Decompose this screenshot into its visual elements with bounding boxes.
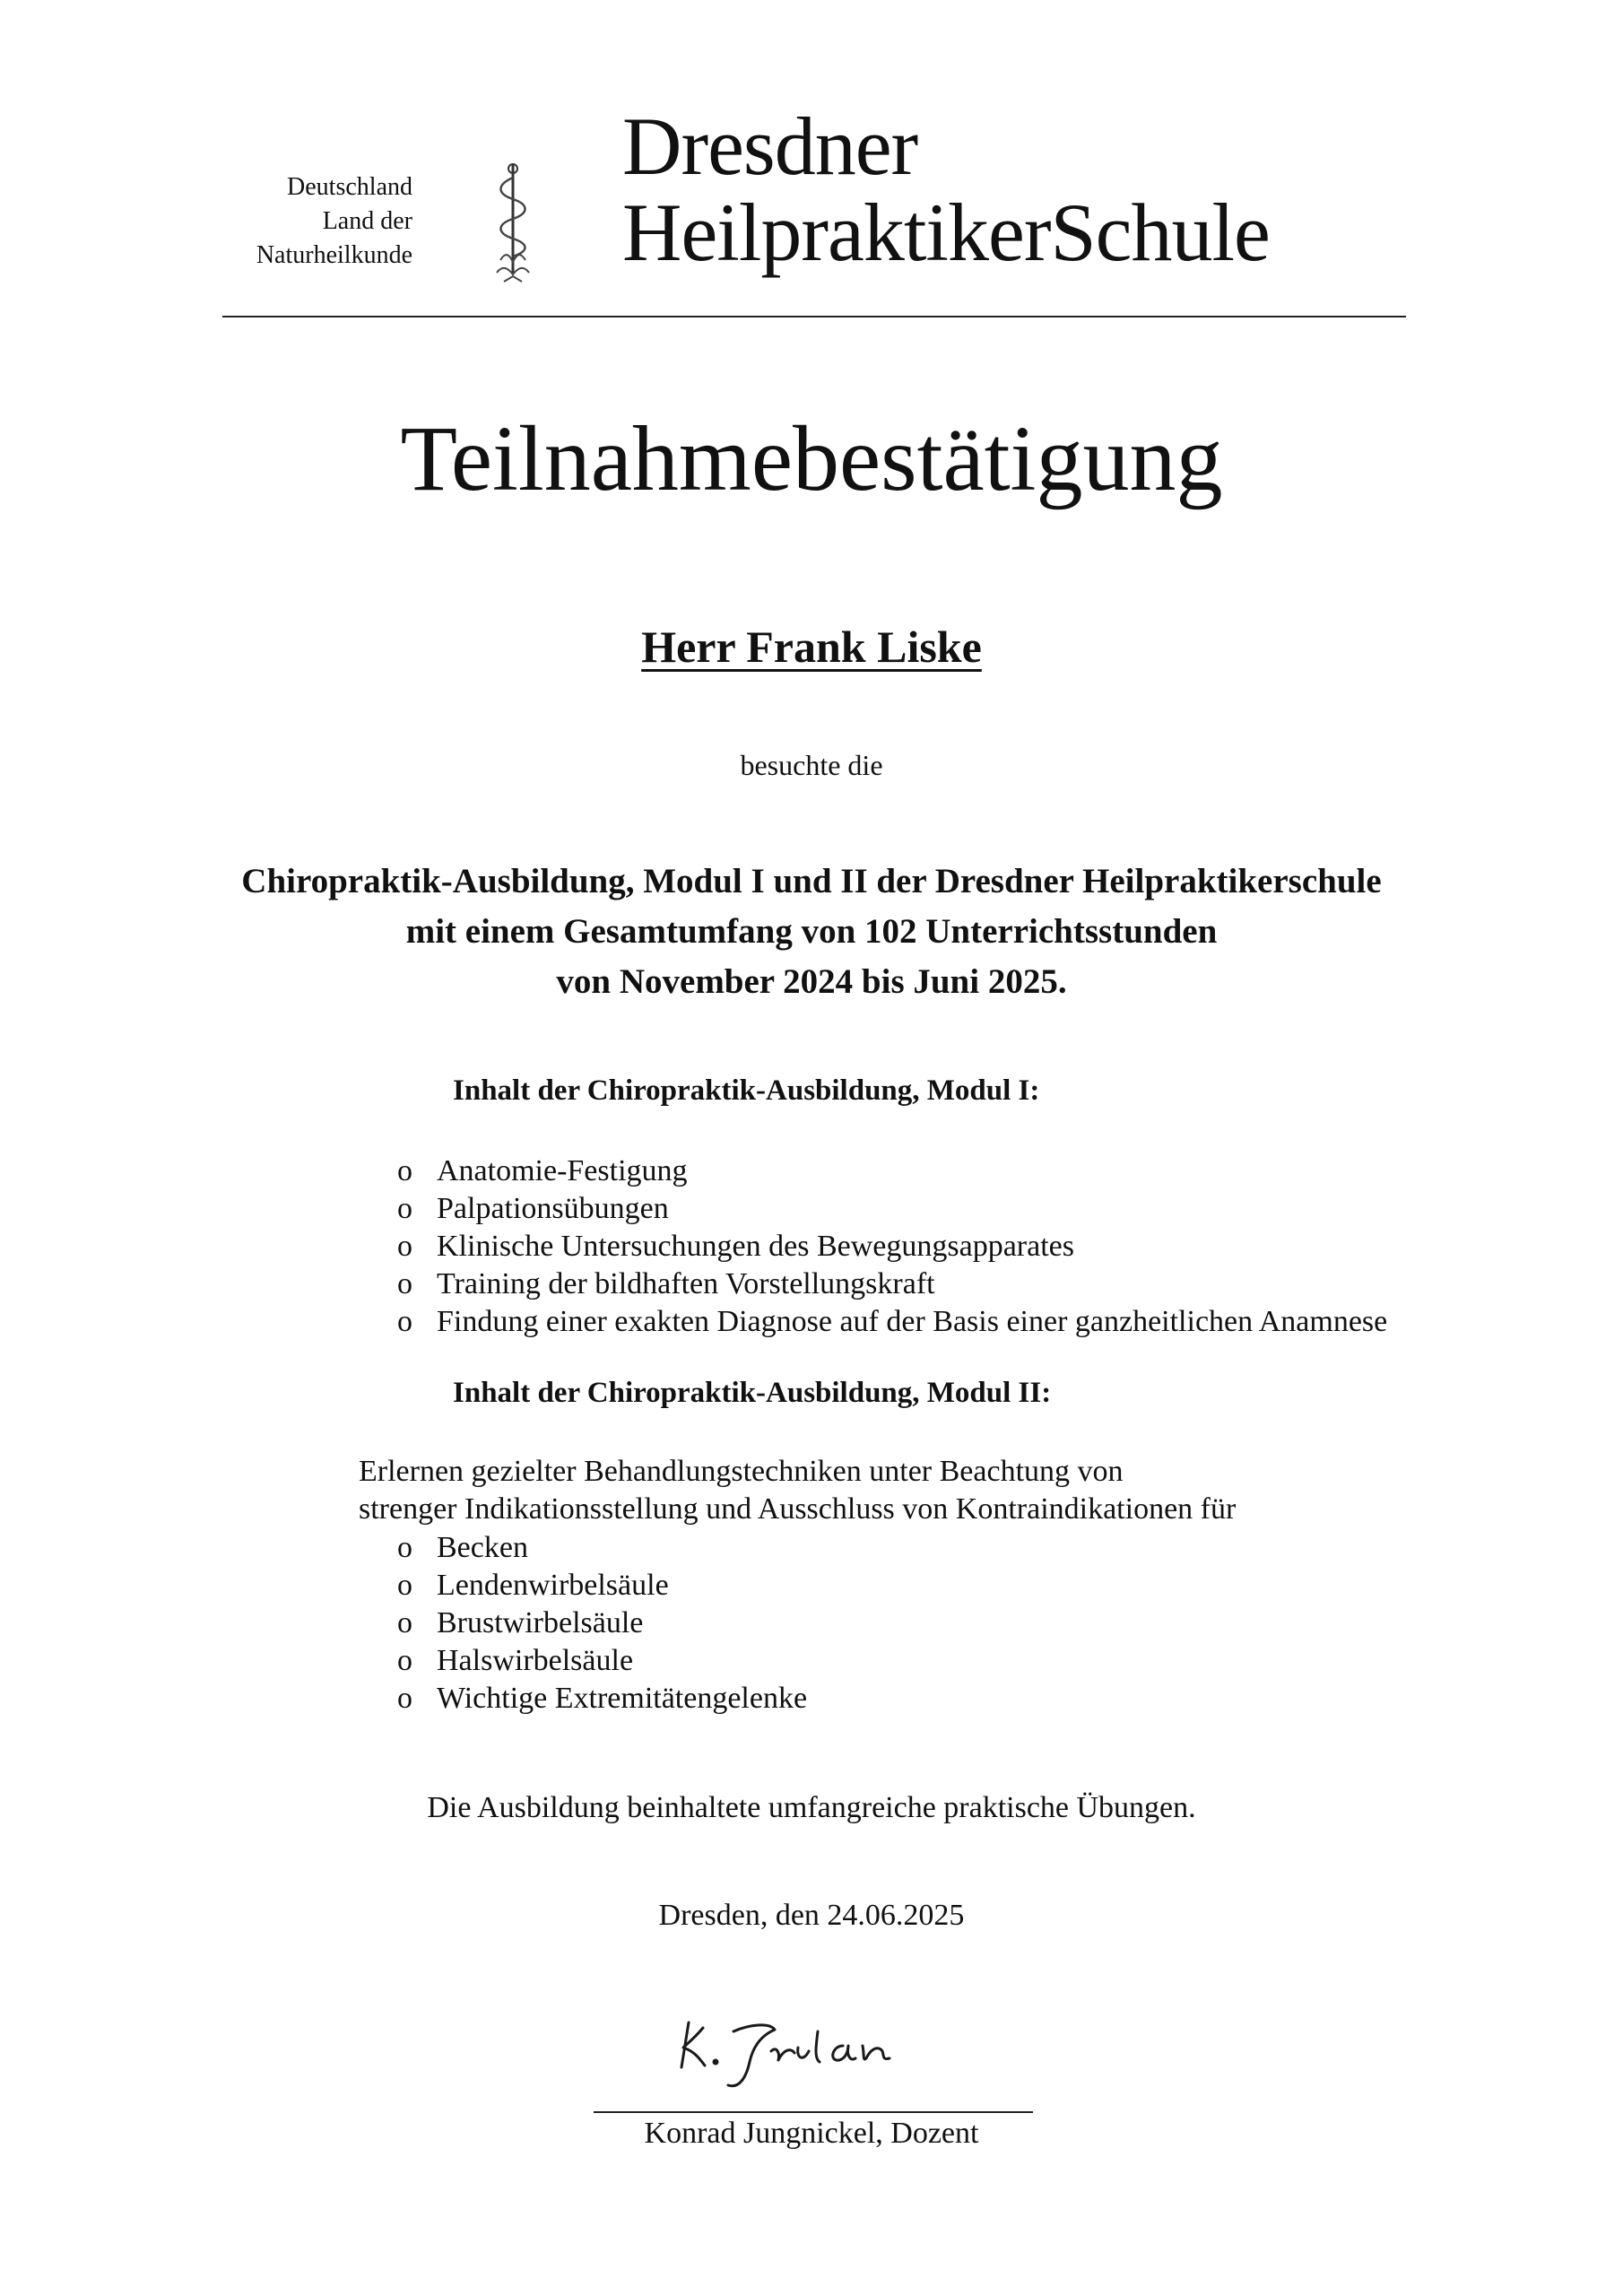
- list-item: o Brustwirbelsäule: [397, 1605, 807, 1642]
- list-item: o Findung einer exakten Diagnose auf der Basis einer ganzheitlichen Anamnese: [397, 1303, 1387, 1341]
- course-line: von November 2024 bis Juni 2025.: [556, 962, 1067, 1001]
- course-line: Chiropraktik-Ausbildung, Modul I und II der Dresdner Heilpraktikerschule: [241, 862, 1382, 900]
- list-item: o Becken: [397, 1529, 807, 1567]
- module1-list: [397, 1152, 1387, 1341]
- list-item: o Wichtige Extremitätengelenke: [397, 1680, 807, 1718]
- module1-heading: Inhalt der Chiropraktik-Ausbildung, Modul I:: [453, 1074, 1040, 1107]
- signer-name: Konrad Jungnickel, Dozent: [644, 2117, 979, 2150]
- list-item: o Anatomie-Festigung: [397, 1152, 1387, 1190]
- motto-line: Land der: [322, 207, 412, 235]
- course-line: mit einem Gesamtumfang von 102 Unterrichtsstunden: [405, 912, 1218, 951]
- bullet-marker: o: [397, 1192, 412, 1225]
- module2-intro-line: Erlernen gezielter Behandlungstechniken unter Beachtung von: [359, 1455, 1124, 1488]
- school-name: [622, 100, 1270, 278]
- recipient-name-text: Herr Frank Liske: [641, 622, 982, 672]
- course-description: [0, 857, 1623, 1007]
- motto-line: Naturheilkunde: [256, 241, 412, 269]
- motto-line: Deutschland: [287, 173, 412, 201]
- list-item: o Palpationsübungen: [397, 1190, 1387, 1228]
- module2-heading: Inhalt der Chiropraktik-Ausbildung, Modul II:: [453, 1377, 1052, 1409]
- list-item: o Klinische Untersuchungen des Bewegungsapparates: [397, 1228, 1387, 1265]
- bullet-marker: o: [397, 1305, 412, 1338]
- school-name-line: Dresdner: [622, 100, 918, 192]
- header-motto: [170, 170, 412, 273]
- bullet-marker: o: [397, 1267, 412, 1300]
- visited-text: besuchte die: [740, 749, 883, 781]
- bullet-marker: o: [397, 1644, 412, 1677]
- bullet-marker: o: [397, 1569, 412, 1602]
- bullet-marker: o: [397, 1606, 412, 1639]
- list-item: o Lendenwirbelsäule: [397, 1567, 807, 1605]
- school-name-line: HeilpraktikerSchule: [622, 187, 1270, 278]
- signature: [664, 1996, 950, 2103]
- list-item: o Training der bildhaften Vorstellungskraft: [397, 1265, 1387, 1303]
- aesculapian-staff-icon: [491, 161, 534, 287]
- bullet-marker: o: [397, 1531, 412, 1564]
- bullet-marker: o: [397, 1682, 412, 1715]
- bullet-marker: o: [397, 1154, 412, 1187]
- signature-line: [594, 2111, 1033, 2113]
- document-title: Teilnahmebestätigung: [400, 407, 1223, 510]
- module2-intro-line: strenger Indikationsstellung und Ausschluss von Kontraindikationen für: [359, 1492, 1237, 1526]
- module2-intro: [359, 1453, 1236, 1528]
- place-date: Dresden, den 24.06.2025: [658, 1899, 965, 1932]
- practice-note: Die Ausbildung beinhaltete umfangreiche praktische Übungen.: [427, 1791, 1196, 1824]
- header-divider: [222, 316, 1406, 317]
- bullet-marker: o: [397, 1230, 412, 1263]
- list-item: o Halswirbelsäule: [397, 1642, 807, 1680]
- recipient-name: [0, 621, 1623, 673]
- module2-list: [397, 1529, 807, 1718]
